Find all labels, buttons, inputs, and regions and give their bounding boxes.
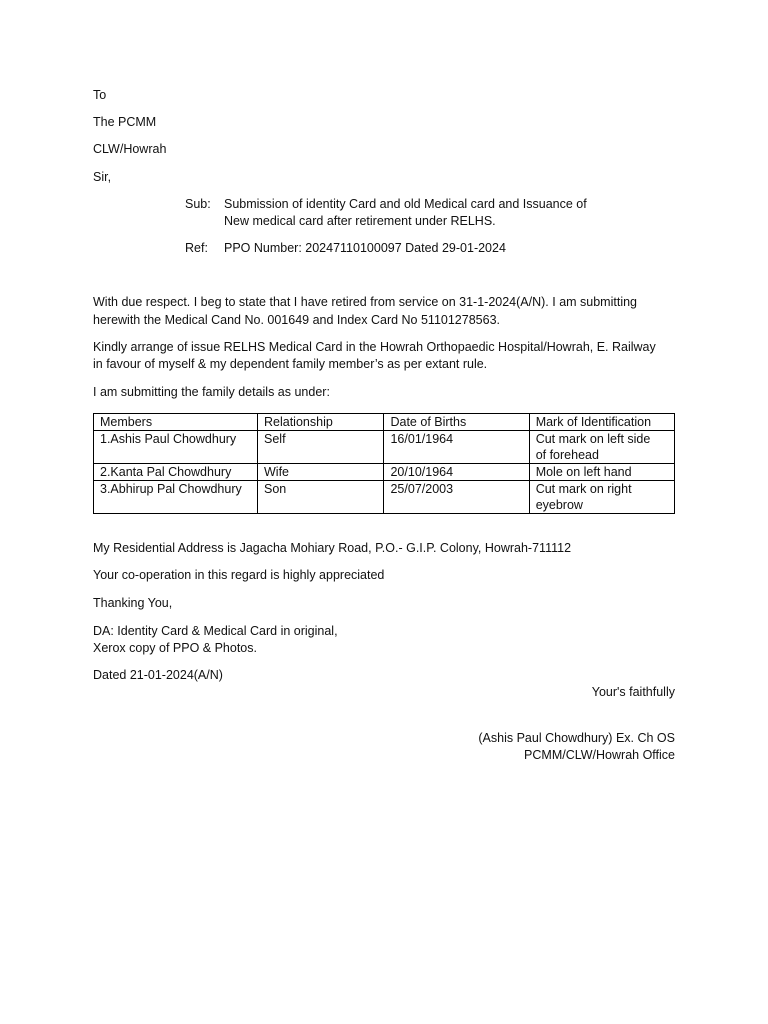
cell-mark-line-1: Mole on left hand <box>535 465 632 479</box>
header-members: Members <box>94 414 258 431</box>
thanking-you: Thanking You, <box>93 596 173 610</box>
header-mark-of-identification: Mark of Identification <box>529 414 674 431</box>
subject-line-2: New medical card after retirement under RELHS. <box>224 214 496 228</box>
table-row <box>94 481 675 514</box>
cell-dob: 20/10/1964 <box>384 464 529 481</box>
header-relationship: Relationship <box>258 414 384 431</box>
paragraph-request-line-1: Kindly arrange of issue RELHS Medical Card in the Howrah Orthopaedic Hospital/Howrah, E. Railway <box>93 340 656 354</box>
reference-label: Ref: <box>185 241 208 255</box>
header-date-of-births: Date of Births <box>384 414 529 431</box>
subject-label: Sub: <box>185 197 211 211</box>
reference-block <box>185 240 625 258</box>
family-intro: I am submitting the family details as under: <box>93 385 330 399</box>
signature-office: PCMM/CLW/Howrah Office <box>524 748 675 762</box>
salutation: Sir, <box>93 170 112 184</box>
cell-mark-line-2: eyebrow <box>535 498 583 512</box>
to-label: To <box>93 88 107 102</box>
recipient-office: CLW/Howrah <box>93 142 167 156</box>
dated-line: Dated 21-01-2024(A/N) <box>93 668 223 682</box>
reference-text: PPO Number: 20247110100097 Dated 29-01-2024 <box>224 241 506 255</box>
cell-mark <box>529 481 674 514</box>
cell-mark <box>529 464 674 481</box>
yours-faithfully: Your's faithfully <box>591 685 675 699</box>
paragraph-retirement-line-1: With due respect. I beg to state that I have retired from service on 31-1-2024(A/N). I am submitting <box>93 295 638 309</box>
cell-mark-line-1: Cut mark on right <box>535 482 632 496</box>
cell-relationship: Son <box>258 481 384 514</box>
recipient: The PCMM <box>93 115 157 129</box>
cell-member: 3.Abhirup Pal Chowdhury <box>94 481 258 514</box>
cell-member: 1.Ashis Paul Chowdhury <box>94 431 258 464</box>
enclosures-line-1: DA: Identity Card & Medical Card in original, <box>93 624 338 638</box>
subject-line-1: Submission of identity Card and old Medical card and Issuance of <box>224 197 587 211</box>
cell-dob: 16/01/1964 <box>384 431 529 464</box>
cell-relationship: Wife <box>258 464 384 481</box>
subject-block <box>185 196 625 232</box>
paragraph-retirement-line-2: herewith the Medical Cand No. 001649 and Index Card No 51101278563. <box>93 313 500 327</box>
family-details-table <box>93 413 675 514</box>
residential-address: My Residential Address is Jagacha Mohiary Road, P.O.- G.I.P. Colony, Howrah-711112 <box>93 541 572 555</box>
cell-dob: 25/07/2003 <box>384 481 529 514</box>
cell-mark <box>529 431 674 464</box>
enclosures-line-2: Xerox copy of PPO & Photos. <box>93 641 257 655</box>
table-row <box>94 431 675 464</box>
cooperation-note: Your co-operation in this regard is highly appreciated <box>93 568 385 582</box>
table-header-row <box>94 414 675 431</box>
signature-name: (Ashis Paul Chowdhury) Ex. Ch OS <box>478 731 675 745</box>
cell-mark-line-2: of forehead <box>535 448 599 462</box>
cell-mark-line-1: Cut mark on left side <box>535 432 651 446</box>
paragraph-request-line-2: in favour of myself & my dependent family member’s as per extant rule. <box>93 357 488 371</box>
cell-member: 2.Kanta Pal Chowdhury <box>94 464 258 481</box>
table-row <box>94 464 675 481</box>
cell-relationship: Self <box>258 431 384 464</box>
